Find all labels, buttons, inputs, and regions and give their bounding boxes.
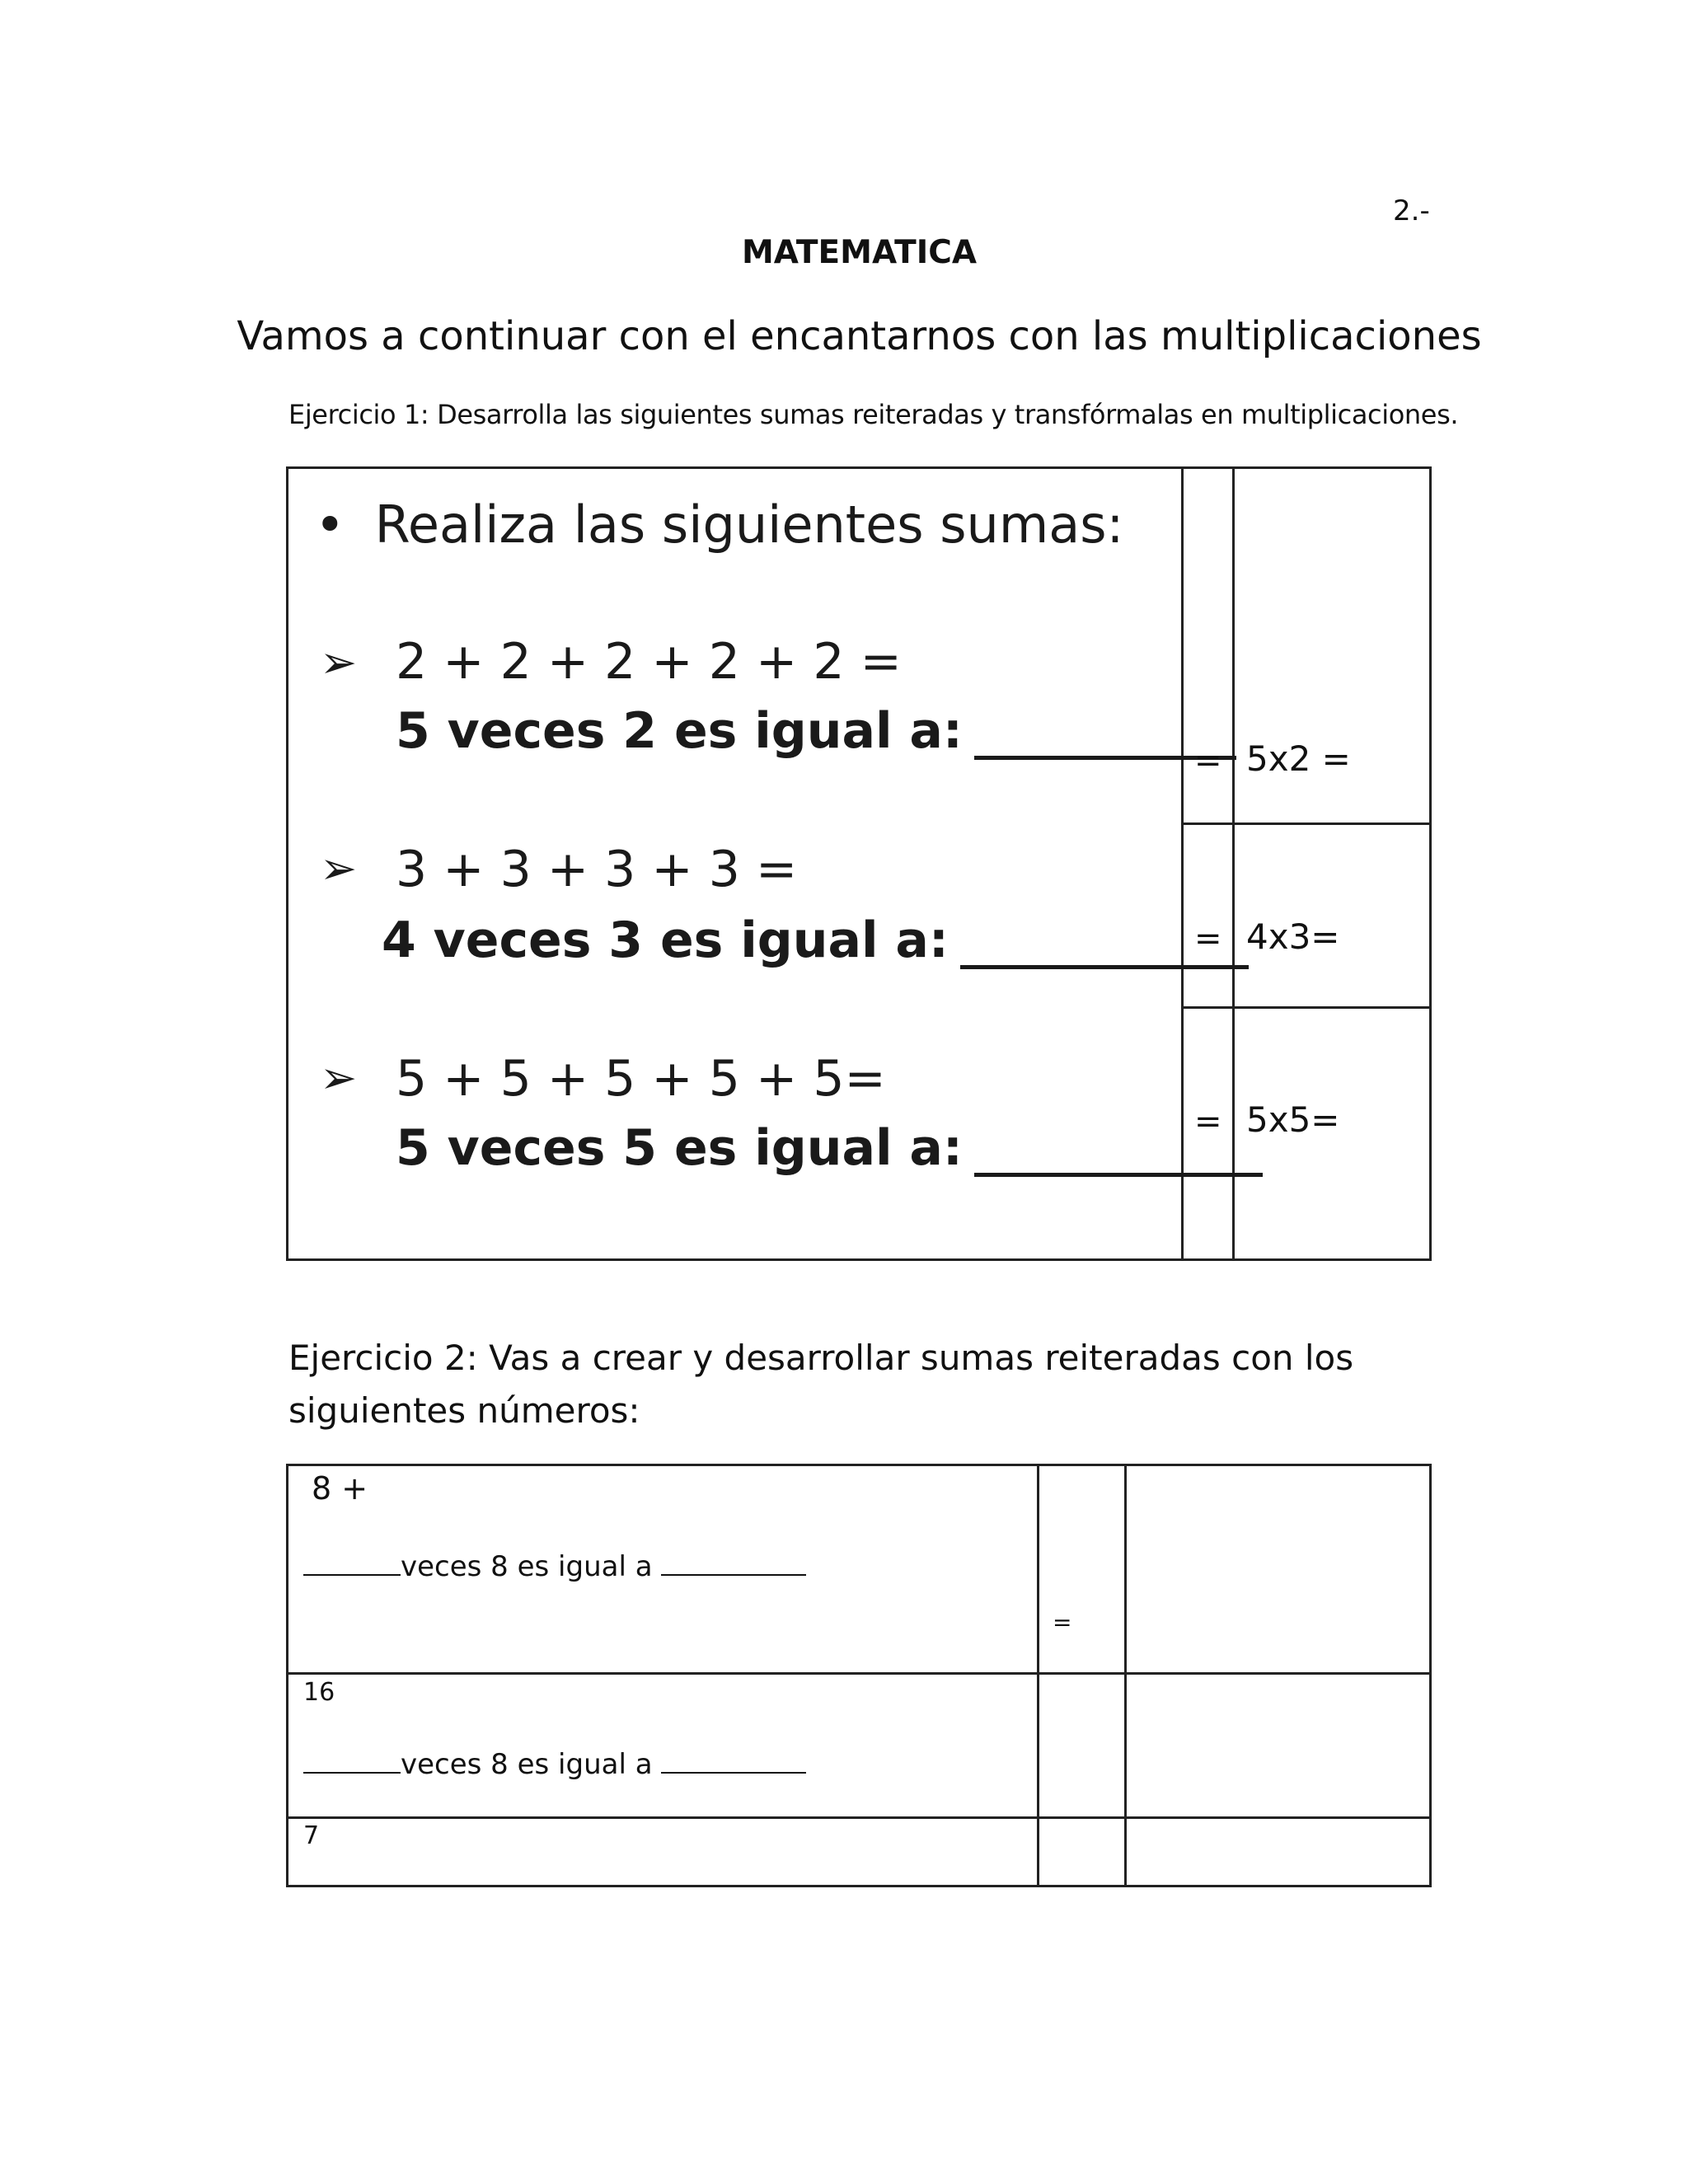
- multiplication-expression: 5x5=: [1246, 1099, 1340, 1140]
- row-divider: [288, 1672, 1429, 1675]
- multiplication-expression: 5x2 =: [1246, 738, 1351, 779]
- answer-blank[interactable]: [303, 1747, 401, 1774]
- equals-sign: =: [1194, 1103, 1222, 1141]
- times-sentence: [396, 702, 1236, 760]
- times-sentence: [396, 1119, 1263, 1177]
- times-text: 4 veces 3 es igual a:: [382, 912, 949, 969]
- times-text: veces 8 es igual a: [401, 1748, 653, 1781]
- row-number: 16: [303, 1678, 335, 1707]
- times-text: 5 veces 5 es igual a:: [396, 1119, 963, 1177]
- times-text: 5 veces 2 es igual a:: [396, 702, 963, 760]
- multiplication-expression: 4x3=: [1246, 916, 1340, 957]
- page-number: 2.-: [1393, 194, 1430, 227]
- row-divider: [288, 1816, 1429, 1819]
- answer-blank[interactable]: [661, 1747, 806, 1774]
- equals-sign: =: [1194, 920, 1222, 958]
- column-divider: [1124, 1466, 1127, 1885]
- arrow-bullet-icon: ➢: [320, 842, 358, 894]
- answer-blank[interactable]: [303, 1549, 401, 1576]
- row-number: 7: [303, 1821, 320, 1850]
- sum-expression: 2 + 2 + 2 + 2 + 2 =: [396, 633, 902, 691]
- times-sentence: [382, 912, 1249, 969]
- row-number: 8 +: [312, 1470, 368, 1507]
- row-divider: [1181, 823, 1429, 825]
- times-sentence: [303, 1747, 806, 1781]
- exercise2-table: [286, 1464, 1432, 1887]
- bullet-icon: •: [315, 494, 345, 555]
- arrow-bullet-icon: ➢: [320, 636, 358, 688]
- exercise1-instruction: Ejercicio 1: Desarrolla las siguientes sumas reiteradas y transfórmalas en multiplicaciones.: [288, 399, 1459, 430]
- sum-expression: 5 + 5 + 5 + 5 + 5=: [396, 1050, 886, 1108]
- row-divider: [1181, 1006, 1429, 1009]
- sum-expression: 3 + 3 + 3 + 3 =: [396, 841, 798, 898]
- answer-blank[interactable]: [661, 1549, 806, 1576]
- equals-sign: =: [1194, 742, 1222, 780]
- arrow-bullet-icon: ➢: [320, 1052, 358, 1104]
- page-title: MATEMATICA: [741, 234, 978, 271]
- exercise1-heading: [315, 494, 1123, 555]
- times-sentence: [303, 1549, 806, 1583]
- column-divider: [1037, 1466, 1039, 1885]
- heading-text: Realiza las siguientes sumas:: [374, 494, 1124, 555]
- times-text: veces 8 es igual a: [401, 1550, 653, 1583]
- exercise2-instruction: Ejercicio 2: Vas a crear y desarrollar sumas reiteradas con los siguientes números:: [288, 1338, 1354, 1431]
- subtitle: Vamos a continuar con el encantarnos con las multiplicaciones: [237, 313, 1482, 359]
- equals-sign: =: [1053, 1609, 1072, 1636]
